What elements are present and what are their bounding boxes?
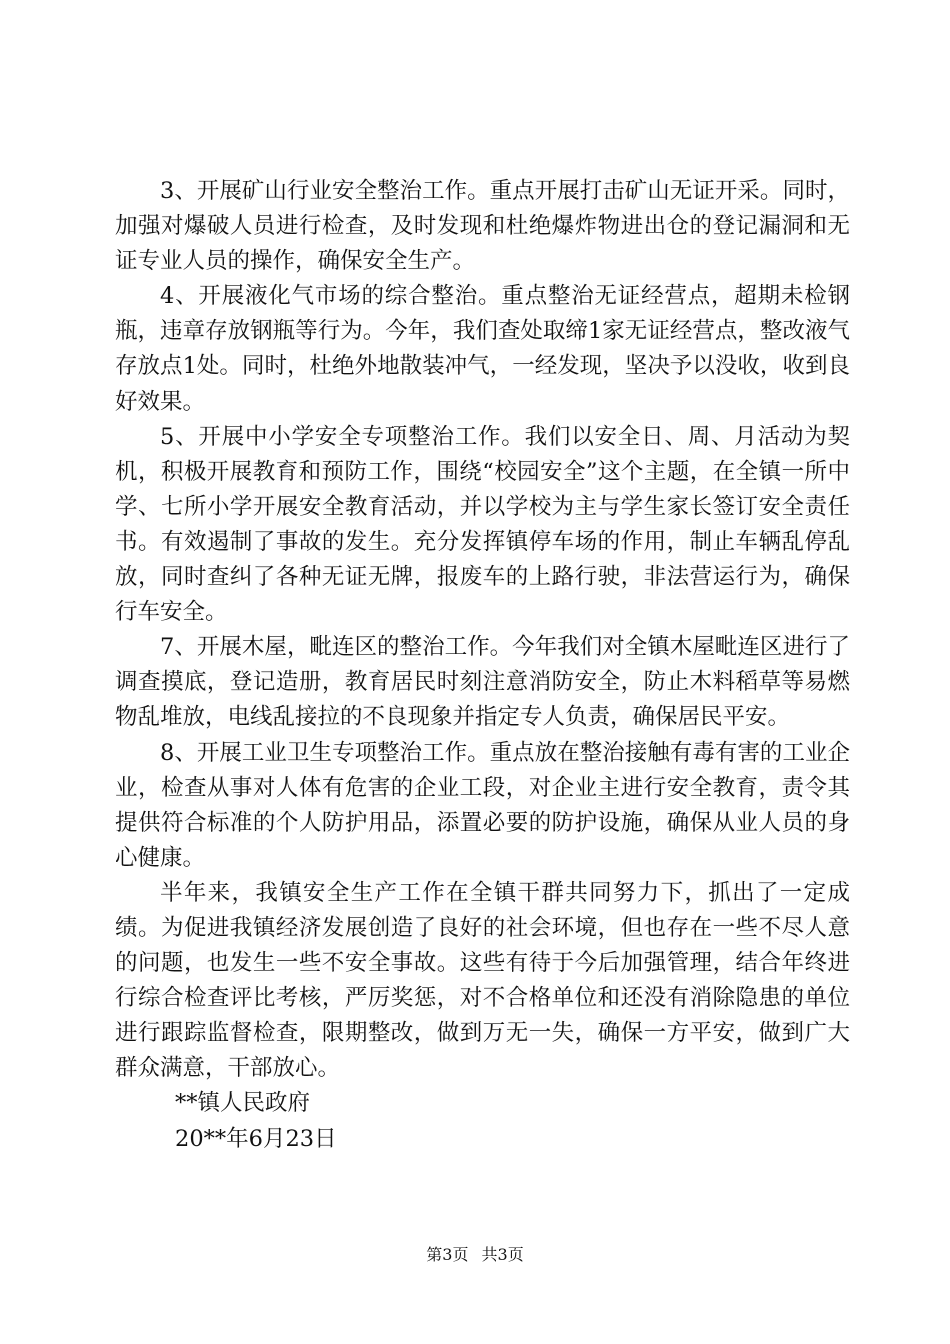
paragraph-summary: 半年来，我镇安全生产工作在全镇干群共同努力下，抓出了一定成绩。为促进我镇经济发展创造了良好的社会环境，但也存在一些不尽人意的问题，也发生一些不安全事故。这些有待于今后加强管理，结合年终进行综合检查评比考核，严厉奖惩，对不合格单位和还没有消除隐患的单位进行跟踪监督检查，限期整改，做到万无一失，确保一方平安，做到广大群众满意，干部放心。 xyxy=(115,879,850,1082)
paragraph-school-safety: 5、开展中小学安全专项整治工作。我们以安全日、周、月活动为契机，积极开展教育和预防工作，围绕“校园安全”这个主题，在全镇一所中学、七所小学开展安全教育活动，并以学校为主与学生家长签订安全责任书。有效遏制了事故的发生。充分发挥镇停车场的作用，制止车辆乱停乱放，同时查纠了各种无证无牌，报废车的上路行驶，非法营运行为，确保行车安全。 xyxy=(115,423,850,626)
paragraph-lpg-market: 4、开展液化气市场的综合整治。重点整治无证经营点，超期未检钢瓶，违章存放钢瓶等行为。今年，我们查处取缔1家无证经营点，整改液气存放点1处。同时，杜绝外地散装冲气，一经发现，坚决予以没收，收到良好效果。 xyxy=(115,283,850,415)
page-number: 第3页 xyxy=(426,1245,469,1264)
paragraph-wooden-houses: 7、开展木屋，毗连区的整治工作。今年我们对全镇木屋毗连区进行了调查摸底，登记造册，教育居民时刻注意消防安全，防止木料稻草等易燃物乱堆放，电线乱接拉的不良现象并指定专人负责，确保居民平安。 xyxy=(115,634,850,731)
signature-date: 20**年6月23日 xyxy=(175,1125,337,1152)
paragraph-mine-safety: 3、开展矿山行业安全整治工作。重点开展打击矿山无证开采。同时，加强对爆破人员进行检查，及时发现和杜绝爆炸物进出仓的登记漏洞和无证专业人员的操作，确保安全生产。 xyxy=(115,178,850,275)
page-total: 共3页 xyxy=(481,1245,524,1264)
page-footer xyxy=(0,1244,950,1266)
signature-organization: **镇人民政府 xyxy=(175,1090,311,1117)
document-body xyxy=(115,174,850,1157)
paragraph-industrial-health: 8、开展工业卫生专项整治工作。重点放在整治接触有毒有害的工业企业，检查从事对人体有危害的企业工段，对企业主进行安全教育，责令其提供符合标准的个人防护用品，添置必要的防护设施，确保从业人员的身心健康。 xyxy=(115,739,850,871)
